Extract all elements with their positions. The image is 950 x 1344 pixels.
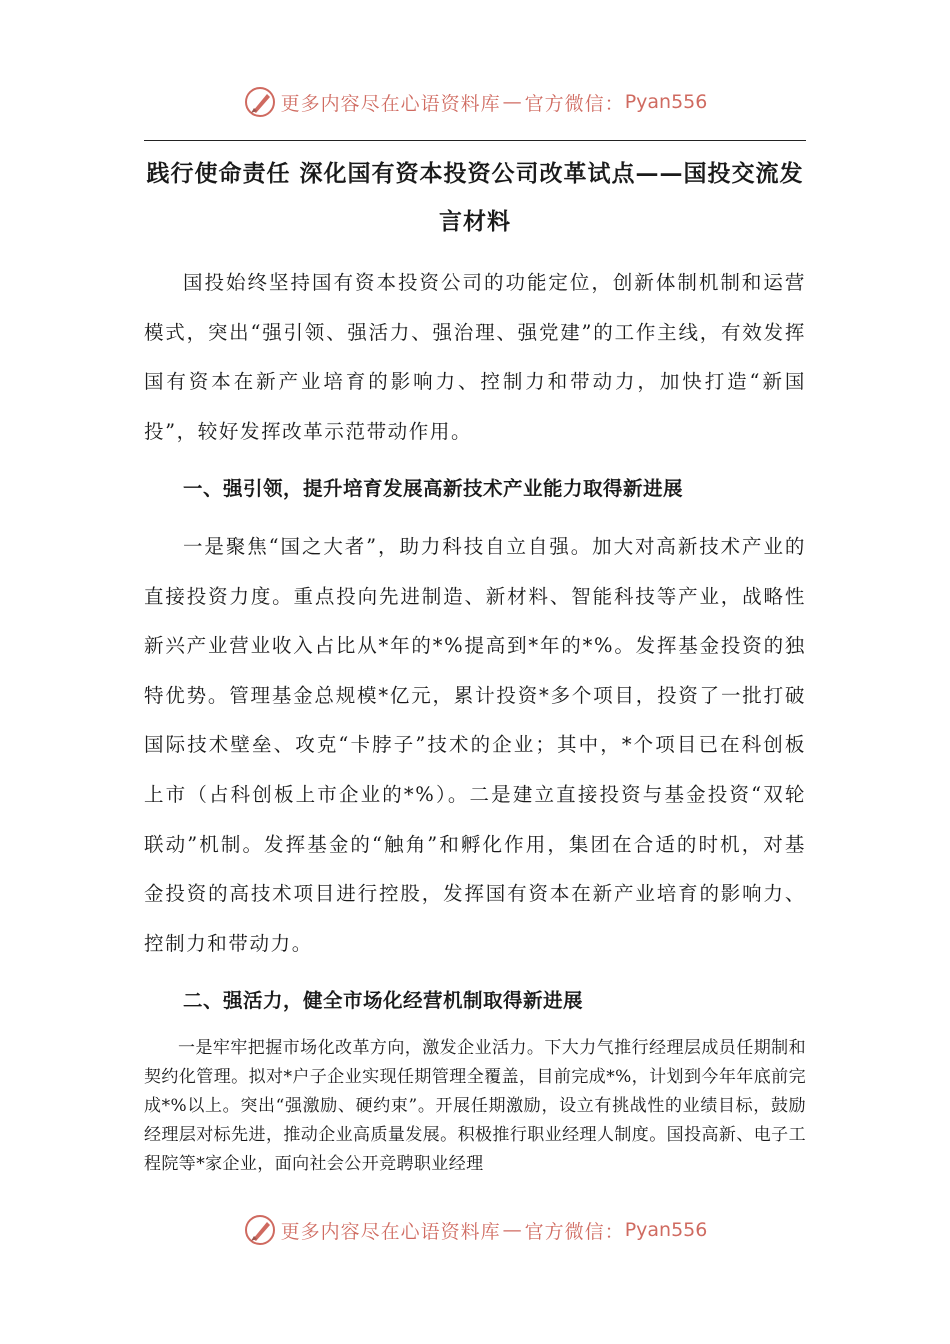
document-title: 践行使命责任 深化国有资本投资公司改革试点——国投交流发言材料	[146, 160, 804, 235]
watermark-separator: —	[502, 1219, 523, 1241]
document-body	[144, 258, 806, 1179]
watermark-label: 官方微信：	[524, 1220, 625, 1243]
watermark-text: 更多内容尽在心语资料库	[280, 1220, 501, 1243]
watermark-separator: —	[502, 91, 523, 113]
watermark-label: 官方微信：	[524, 92, 625, 115]
watermark-footer	[0, 1210, 950, 1250]
watermark-id: Pyan556	[624, 1219, 708, 1241]
watermark-id: Pyan556	[624, 91, 708, 113]
pen-logo-icon	[243, 85, 277, 119]
watermark-text: 更多内容尽在心语资料库	[280, 92, 501, 115]
section-2-heading: 二、强活力，健全市场化经营机制取得新进展	[183, 989, 584, 1013]
section-1-paragraph: 一是聚焦“国之大者”，助力科技自立自强。加大对高新技术产业的直接投资力度。重点投向先进制造、新材料、智能科技等产业，战略性新兴产业营业收入占比从*年的*%提高到*年的*%。发挥基金投资的独特优势。管理基金总规模*亿元，累计投资*多个项目，投资了一批打破国际技术壁垒、攻克“卡脖子”技术的企业；其中，*个项目已在科创板上市（占科创板上市企业的*%）。二是建立直接投资与基金投资“双轮联动”机制。发挥基金的“触角”和孵化作用，集团在合适的时机，对基金投资的高技术项目进行控股，发挥国有资本在新产业培育的影响力、控制力和带动力。	[144, 534, 806, 955]
intro-paragraph: 国投始终坚持国有资本投资公司的功能定位，创新体制机制和运营模式，突出“强引领、强活力、强治理、强党建”的工作主线，有效发挥国有资本在新产业培育的影响力、控制力和带动力，加快打造“新国投”，较好发挥改革示范带动作用。	[144, 271, 806, 443]
watermark-header	[0, 82, 950, 122]
section-2-paragraph: 一是牢牢把握市场化改革方向，激发企业活力。下大力气推行经理层成员任期制和契约化管理。拟对*户子企业实现任期管理全覆盖，目前完成*%，计划到今年年底前完成*%以上。突出“强激励、硬约束”。开展任期激励，设立有挑战性的业绩目标，鼓励经理层对标先进，推动企业高质量发展。积极推行职业经理人制度。国投高新、电子工程院等*家企业，面向社会公开竞聘职业经理	[144, 1037, 806, 1174]
header-rule	[144, 140, 806, 141]
pen-logo-icon	[243, 1213, 277, 1247]
section-1-heading: 一、强引领，提升培育发展高新技术产业能力取得新进展	[183, 477, 684, 501]
